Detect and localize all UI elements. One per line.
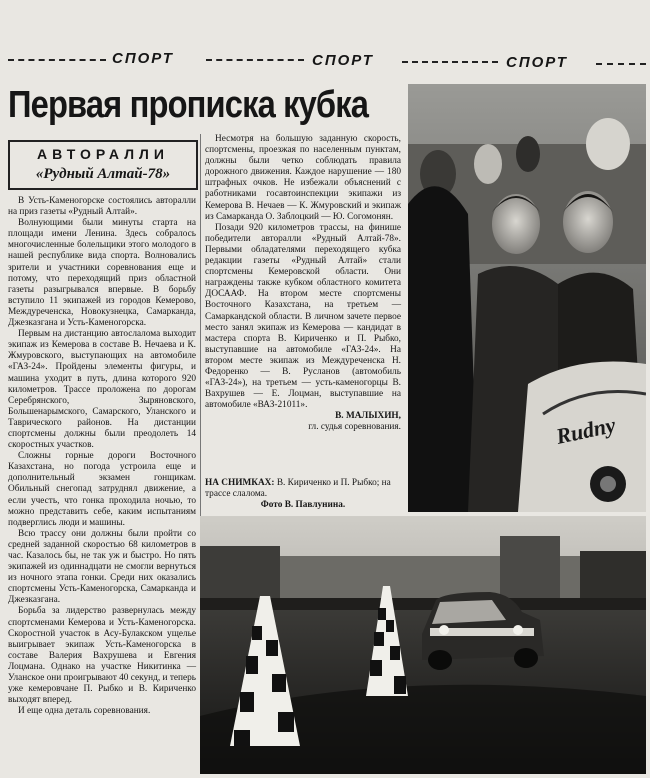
dashed-rule xyxy=(8,59,106,61)
slalom-photo-drawing xyxy=(200,516,646,774)
photo-caption xyxy=(205,478,401,511)
rubric-label: СПОРТ xyxy=(112,50,174,67)
article-column-2 xyxy=(205,134,401,434)
car-door-lettering: Rudny xyxy=(553,411,618,449)
paragraph: Первым на дистанцию автослалома выходит экипаж из Кемерова в составе В. Нечаева и К. Жмуровского, выступающих на автомобиле «ГАЗ-24». Пройдены элементы фигуры, и машина уходит в путь, длина которого 920 километров. Трассе проложена по дорогам Серебрянского, Зыряновского, Большенарымского, Самарского, Уланского и Таврического районов. На дистанции спортсмены должны были преодолеть 14 скоростных участков. xyxy=(8,329,196,451)
drivers-photo-drawing xyxy=(408,84,646,512)
paragraph: Сложны горные дороги Восточного Казахстана, но погода устроила еще и дополнительный экзамен гонщикам. Обильный снегопад затруднял движение, а если учесть, что гонка проходила ночью, то можно представить себе, каким испытаниям подверглись люди и машины. xyxy=(8,451,196,528)
headline: Первая прописка кубка xyxy=(8,84,369,126)
paragraph: И еще одна деталь соревнования. xyxy=(18,706,151,717)
dashed-rule xyxy=(402,61,498,63)
article-column-1 xyxy=(8,196,196,717)
paragraph: Позади 920 километров трассы, на финише победители авторалли «Рудный Алтай-78». Первыми обладателями переходящего кубка редакции газеты «Рудный Алтай» стали спортсмены Кемеровской области. Они награждены также кубком областного комитета ДОСААФ. На втором месте спортсмены Восточного Казахстана, на третьем — Самаркандской области. В личном зачете первое место занял экипаж из Кемерова — кандидат в мастера спорта В. Кириченко и П. Рыбко, выступавшие на автомобиле «ГАЗ-24». На втором месте экипаж из Междуреченска Н. Федоренко — В. Русланов (автомобиль «ГАЗ-24»), на третьем — усть-каменогорцы В. Вахрушев — Е. Лоцман, выступавшие на автомобиле «ВАЗ-21011». xyxy=(205,222,401,411)
drivers-photo xyxy=(408,84,646,512)
kicker-subtitle: «Рудный Алтай-78» xyxy=(35,166,171,182)
paragraph: В Усть-Каменогорске состоялись авторалли на приз газеты «Рудный Алтай». xyxy=(8,196,196,218)
paragraph: Всю трассу они должны были пройти со средней заданной скоростью 68 километров в час. Казалось бы, не так уж и быстро. Но пять экипажей из одиннадцати не смогли вернуться из ночного этапа гонки. Среди них оказались спортсмены Усть-Каменогорска, Самарканда и Джезказгана. xyxy=(8,528,196,606)
slalom-photo xyxy=(200,516,646,774)
rubric-label: СПОРТ xyxy=(312,52,374,69)
photo-credit: Фото В. Павлунина. xyxy=(260,500,346,510)
caption-label: НА СНИМКАХ: xyxy=(205,478,275,488)
rubric-band xyxy=(0,46,650,76)
dashed-rule xyxy=(206,59,304,61)
paragraph: Борьба за лидерство развернулась между спортсменами Кемерова и Усть-Каменогорска. Скоростной участок в Асу-Булакском ущелье выигрывает экипаж Усть-Каменогорска в составе Валерия Вахрушева и Евгения Лоцмана. Однако на участке Никитинка — Уланское они проигрывают 40 секунд, и теперь уже кемеровчане П. Рыбко и В. Кириченко выходят вперед. xyxy=(8,606,196,706)
author-signature: В. МАЛЫХИН, xyxy=(335,411,401,422)
dashed-rule xyxy=(596,63,646,65)
kicker-box xyxy=(8,140,198,190)
author-role: гл. судья соревнования. xyxy=(308,422,401,433)
caption-text: В. Кириченко и П. Рыбко; на трассе слалома. xyxy=(205,478,391,499)
paragraph: Волнующими были минуты старта на площади имени Ленина. Здесь собралось многочисленные болельщики этого молодого в нашей республике вида спорта. Волновались зрители и участники соревнования еще и потому, что переходящий приз областной газеты разыгрывался впервые. В борьбу вступило 11 экипажей из городов Кемерово, Междуреченска, Новокузнецка, Самарканда, Джезказгана и Усть-Каменогорска. xyxy=(8,218,196,329)
kicker-title: АВТОРАЛЛИ xyxy=(37,146,169,162)
paragraph: Несмотря на большую заданную скорость, спортсмены, проезжая по населенным пунктам, должны были четко соблюдать правила дорожного движения. Каждое нарушение — 180 штрафных очков. Не избежали объяснений с работниками госавтоинспекции экипажи из Кемерова В. Нечаев — К. Жмуровский и экипаж из Самарканда О. Заблоцкий — Ю. Согомонян. xyxy=(205,134,401,222)
rubric-label: СПОРТ xyxy=(506,54,568,71)
